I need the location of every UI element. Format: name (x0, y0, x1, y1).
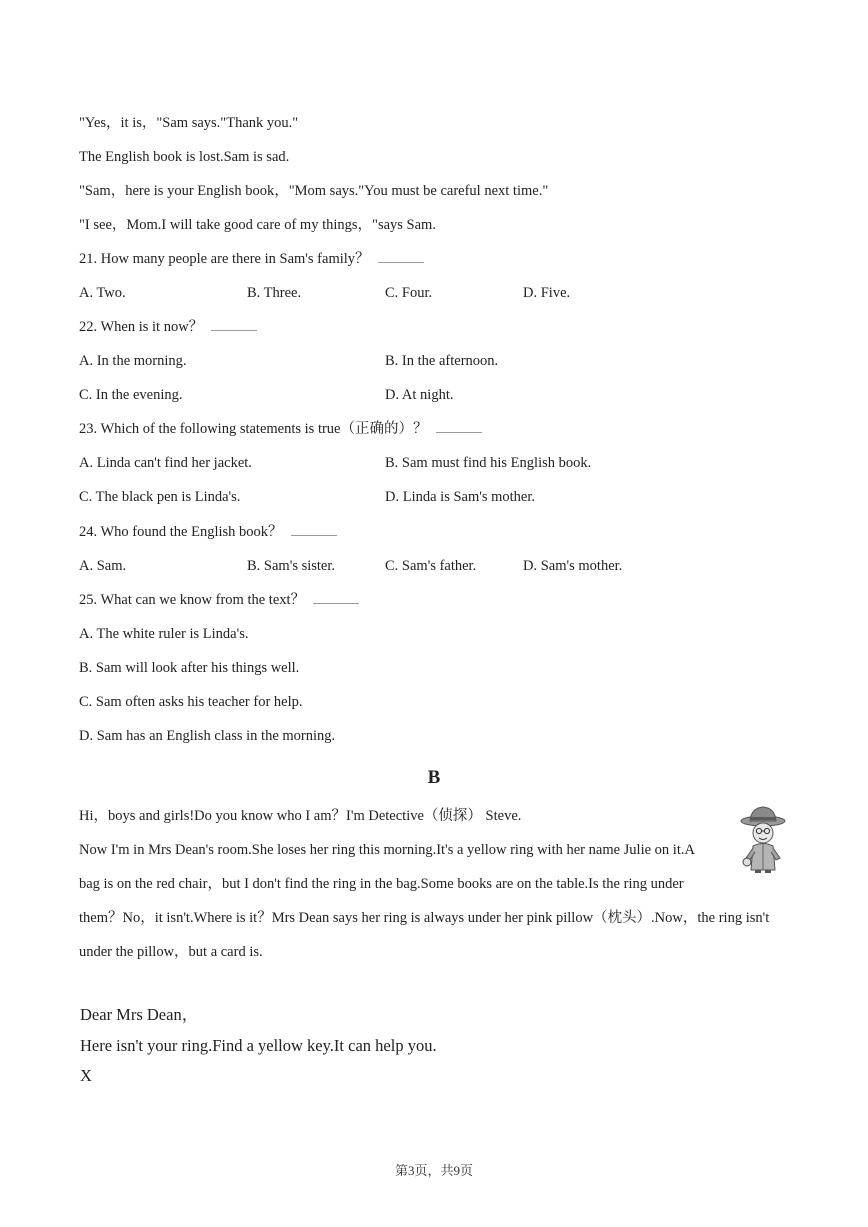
passage-b-line: them？No，it isn't.Where is it？Mrs Dean says her ring is always under her pink pillow（枕头）.Now，the ring isn't (79, 910, 770, 926)
answer-blank[interactable] (313, 593, 359, 604)
question-23 (79, 420, 482, 438)
question-21 (79, 250, 424, 268)
option-c: C. Four. (385, 285, 433, 301)
option-a: A. Sam. (79, 558, 127, 574)
passage-a-line: "Yes，it is，"Sam says."Thank you." (79, 115, 299, 131)
question-stem: 22. When is it now？ (79, 319, 204, 335)
option-d: D. Linda is Sam's mother. (385, 489, 536, 505)
answer-blank[interactable] (291, 525, 337, 536)
option-a: A. In the morning. (79, 353, 187, 369)
option-d: D. Sam has an English class in the morning. (79, 728, 336, 744)
option-a: A. Two. (79, 285, 126, 301)
page-number-footer: 第3页，共9页 (394, 1163, 473, 1178)
answer-blank[interactable] (436, 422, 482, 433)
letter-body: Here isn't your ring.Find a yellow key.It can help you. (80, 1036, 437, 1055)
letter-signature: X (80, 1066, 92, 1085)
question-stem: 24. Who found the English book？ (79, 524, 283, 540)
option-c: C. In the evening. (79, 387, 183, 403)
option-d: D. At night. (385, 387, 454, 403)
question-22 (79, 318, 257, 336)
question-stem: 23. Which of the following statements is true（正确的）？ (79, 421, 428, 437)
option-d: D. Sam's mother. (523, 558, 623, 574)
option-c: C. Sam's father. (385, 558, 477, 574)
section-b-title: B (427, 767, 441, 788)
option-b: B. In the afternoon. (385, 353, 499, 369)
passage-a-line: "Sam，here is your English book，"Mom says."You must be careful next time." (79, 183, 549, 199)
passage-b-line: Hi，boys and girls!Do you know who I am？I'm Detective（侦探） Steve. (79, 808, 522, 824)
question-25 (79, 591, 359, 609)
passage-b-line: bag is on the red chair，but I don't find the ring in the bag.Some books are on the table.Is the ring under (79, 876, 684, 892)
answer-blank[interactable] (211, 320, 257, 331)
question-stem: 25. What can we know from the text？ (79, 592, 306, 608)
option-b: B. Sam will look after his things well. (79, 660, 300, 676)
option-a: A. Linda can't find her jacket. (79, 455, 252, 471)
option-a: A. The white ruler is Linda's. (79, 626, 249, 642)
passage-b-line: Now I'm in Mrs Dean's room.She loses her ring this morning.It's a yellow ring with her name Julie on it.A (79, 842, 695, 858)
option-b: B. Sam must find his English book. (385, 455, 592, 471)
letter-greeting: Dear Mrs Dean， (80, 1005, 199, 1024)
option-d: D. Five. (523, 285, 571, 301)
passage-b-line: under the pillow，but a card is. (79, 944, 263, 960)
option-b: B. Sam's sister. (247, 558, 336, 574)
option-c: C. Sam often asks his teacher for help. (79, 694, 303, 710)
option-b: B. Three. (247, 285, 302, 301)
question-24 (79, 523, 337, 541)
passage-a-line: The English book is lost.Sam is sad. (79, 149, 290, 165)
option-c: C. The black pen is Linda's. (79, 489, 241, 505)
answer-blank[interactable] (378, 252, 424, 263)
detective-illustration (738, 804, 788, 874)
passage-a-line: "I see，Mom.I will take good care of my things，"says Sam. (79, 217, 436, 233)
question-stem: 21. How many people are there in Sam's family？ (79, 251, 370, 267)
